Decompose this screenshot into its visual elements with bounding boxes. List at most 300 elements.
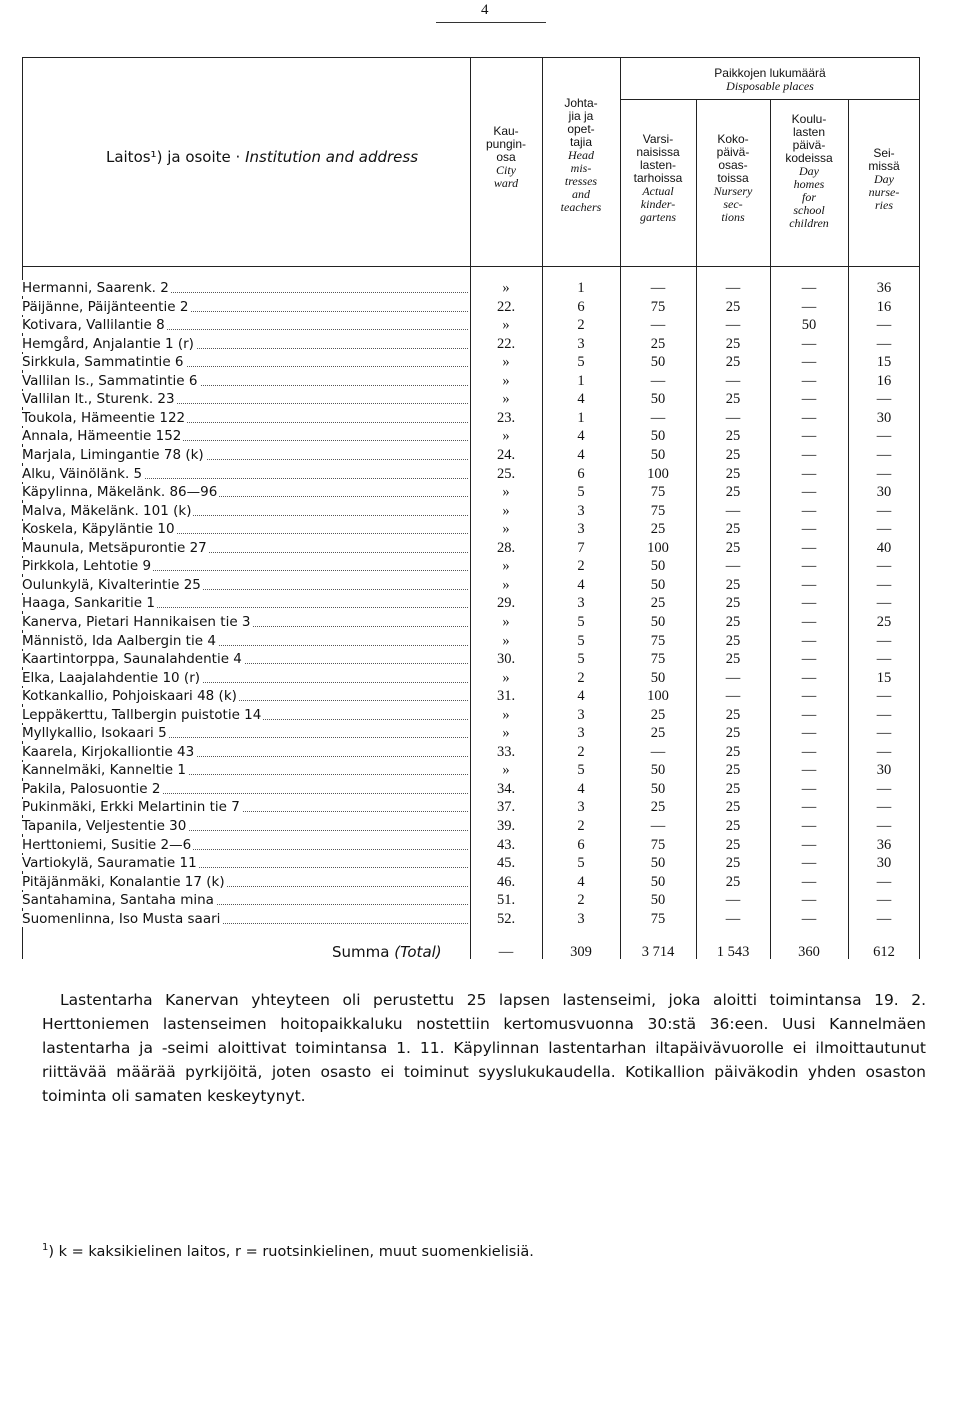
cell-ward: » [502, 484, 510, 501]
table-row [22, 706, 920, 725]
cell-ward: » [502, 280, 510, 296]
institution-name: Suomenlinna, Iso Musta saari [22, 910, 221, 927]
cell-kindergartens: 75 [650, 910, 666, 927]
cell-kindergartens: 50 [650, 855, 666, 872]
cell-institution [22, 854, 462, 873]
total-heads: 309 [570, 944, 592, 960]
table-row [22, 798, 920, 817]
cell-kindergartens: — [650, 372, 666, 389]
cell-ward: 37. [496, 799, 516, 816]
cell-institution [22, 891, 462, 910]
cell-institution [22, 650, 462, 669]
table-row [22, 390, 920, 409]
cell-nursery: 25 [725, 706, 741, 723]
cell-heads: 6 [577, 298, 585, 315]
cell-institution [22, 632, 462, 651]
cell-school: — [801, 780, 817, 797]
cell-creches: — [876, 447, 892, 463]
cell-kindergartens: 100 [647, 539, 669, 556]
cell-school: — [801, 558, 817, 575]
cell-institution [22, 669, 462, 688]
cell-nursery: — [725, 372, 741, 389]
cell-ward: » [502, 354, 510, 371]
cell-institution [22, 298, 462, 317]
cell-ward: 33. [496, 743, 516, 760]
cell-institution [22, 390, 462, 409]
cell-kindergartens: — [650, 743, 666, 760]
cell-ward: 30. [496, 651, 516, 667]
cell-nursery: — [725, 558, 741, 575]
cell-institution [22, 316, 462, 335]
cell-institution [22, 335, 462, 354]
cell-school: — [801, 892, 817, 909]
cell-kindergartens: 100 [647, 465, 669, 482]
cell-heads: 1 [577, 409, 585, 426]
cell-school: — [801, 372, 817, 389]
institution-name: Kotkankallio, Pohjoiskaari 48 (k) [22, 688, 237, 705]
cell-school: — [801, 335, 817, 352]
table-row [22, 817, 920, 836]
cell-heads: 3 [577, 521, 585, 538]
cell-creches: — [876, 743, 892, 760]
table-top-rule [22, 57, 920, 58]
institution-name: Koskela, Käpyläntie 10 [22, 521, 175, 538]
cell-ward: » [502, 632, 510, 649]
cell-nursery: 25 [725, 521, 741, 538]
cell-nursery: — [725, 892, 741, 909]
cell-kindergartens: 25 [650, 706, 666, 723]
cell-institution [22, 613, 462, 632]
cell-creches: — [876, 558, 892, 575]
cell-kindergartens: 50 [650, 892, 666, 909]
cell-creches: 16 [876, 298, 892, 315]
table-row [22, 446, 920, 465]
cell-ward: 46. [496, 873, 516, 890]
cell-ward: 43. [496, 836, 516, 853]
cell-school: — [801, 725, 817, 742]
cell-ward: 24. [496, 447, 516, 463]
cell-nursery: 25 [725, 613, 741, 630]
cell-heads: 4 [577, 688, 585, 705]
cell-institution [22, 483, 462, 502]
institution-name: Vallilan ls., Sammatintie 6 [22, 372, 198, 389]
institution-name: Käpylinna, Mäkelänk. 86—96 [22, 484, 218, 501]
institution-name: Toukola, Hämeentie 122 [22, 409, 186, 426]
total-label: Summa (Total) [332, 943, 442, 961]
page-number: 4 [481, 2, 489, 18]
institution-name: Haaga, Sankaritie 1 [22, 595, 155, 612]
footnote-text: ) k = kaksikielinen laitos, r = ruotsinkielinen, muut suomenkielisiä. [48, 1243, 534, 1260]
cell-heads: 6 [577, 836, 585, 853]
cell-creches: — [876, 632, 892, 649]
cell-kindergartens: — [650, 280, 666, 296]
cell-institution [22, 539, 462, 558]
header-places-group: Paikkojen lukumäärä Disposable places [714, 66, 826, 93]
cell-ward: 39. [496, 818, 516, 834]
table-row [22, 650, 920, 669]
cell-heads: 4 [577, 447, 585, 463]
institution-name: Vallilan lt., Sturenk. 23 [22, 391, 175, 408]
cell-kindergartens: 50 [650, 576, 666, 593]
cell-heads: 7 [577, 539, 585, 556]
institution-name: Sirkkula, Sammatintie 6 [22, 354, 184, 371]
cell-heads: 3 [577, 335, 585, 352]
cell-ward: 23. [496, 409, 516, 426]
cell-nursery: 25 [725, 651, 741, 667]
cell-institution [22, 557, 462, 576]
cell-heads: 4 [577, 391, 585, 408]
institution-name: Pirkkola, Lehtotie 9 [22, 558, 152, 575]
cell-heads: 3 [577, 706, 585, 723]
cell-institution [22, 687, 462, 706]
cell-school: — [801, 595, 817, 612]
cell-creches: 40 [876, 539, 892, 556]
table-row [22, 613, 920, 632]
table-row [22, 316, 920, 335]
cell-creches: 25 [876, 613, 892, 630]
table-row [22, 780, 920, 799]
cell-ward: » [502, 317, 510, 334]
cell-nursery: 25 [725, 818, 741, 834]
cell-nursery: 25 [725, 428, 741, 445]
cell-ward: 29. [496, 595, 516, 612]
cell-nursery: 25 [725, 725, 741, 742]
cell-school: — [801, 799, 817, 816]
cell-school: — [801, 743, 817, 760]
institution-name: Kannelmäki, Kanneltie 1 [22, 762, 186, 779]
cell-creches: — [876, 595, 892, 612]
table-row [22, 669, 920, 688]
cell-institution [22, 372, 462, 391]
institution-name: Herttoniemi, Susitie 2—6 [22, 836, 192, 853]
cell-ward: » [502, 762, 510, 779]
cell-institution [22, 594, 462, 613]
cell-school: — [801, 447, 817, 463]
cell-ward: » [502, 613, 510, 630]
cell-school: — [801, 688, 817, 705]
cell-school: — [801, 855, 817, 872]
cell-kindergartens: 25 [650, 521, 666, 538]
total-school: 360 [798, 944, 820, 960]
cell-school: — [801, 576, 817, 593]
cell-institution [22, 279, 462, 298]
cell-creches: — [876, 651, 892, 667]
cell-heads: 2 [577, 317, 585, 334]
cell-creches: — [876, 335, 892, 352]
cell-creches: — [876, 799, 892, 816]
cell-ward: » [502, 558, 510, 575]
institution-name: Hemgård, Anjalantie 1 (r) [22, 335, 194, 352]
cell-kindergartens: 100 [647, 688, 669, 705]
cell-nursery: 25 [725, 539, 741, 556]
header-school-day-homes: Koulu- lasten päivä- kodeissa Day homes for school children [785, 112, 833, 230]
institution-name: Pitäjänmäki, Konalantie 17 (k) [22, 873, 225, 890]
cell-nursery: 25 [725, 335, 741, 352]
cell-school: — [801, 910, 817, 927]
cell-heads: 1 [577, 280, 585, 296]
cell-school: — [801, 465, 817, 482]
cell-kindergartens: — [650, 818, 666, 834]
cell-creches: 30 [876, 762, 892, 779]
cell-institution [22, 873, 462, 892]
cell-nursery: — [725, 317, 741, 334]
cell-nursery: — [725, 502, 741, 519]
institution-name: Päijänne, Päijänteentie 2 [22, 298, 189, 315]
cell-creches: — [876, 317, 892, 334]
cell-nursery: — [725, 409, 741, 426]
header-institution: Laitos¹) ja osoite · Institution and address [105, 148, 419, 166]
cell-kindergartens: 50 [650, 447, 666, 463]
cell-ward: » [502, 576, 510, 593]
cell-nursery: 25 [725, 298, 741, 315]
table-row [22, 743, 920, 762]
cell-ward: 45. [496, 855, 516, 872]
cell-school: — [801, 428, 817, 445]
cell-ward: » [502, 669, 510, 686]
cell-ward: 52. [496, 910, 516, 927]
cell-creches: — [876, 706, 892, 723]
table-row [22, 632, 920, 651]
header-nursery: Koko- päivä- osas- toissa Nursery sec- tions [713, 132, 753, 224]
cell-nursery: — [725, 280, 741, 296]
cell-ward: » [502, 372, 510, 389]
institution-name: Marjala, Limingantie 78 (k) [22, 447, 204, 463]
cell-school: — [801, 521, 817, 538]
cell-nursery: 25 [725, 743, 741, 760]
cell-creches: 15 [876, 669, 892, 686]
cell-school: — [801, 502, 817, 519]
cell-ward: » [502, 502, 510, 519]
cell-heads: 4 [577, 428, 585, 445]
table-row [22, 465, 920, 484]
cell-creches: — [876, 465, 892, 482]
cell-kindergartens: — [650, 317, 666, 334]
cell-nursery: 25 [725, 465, 741, 482]
institution-name: Kaartintorppa, Saunalahdentie 4 [22, 651, 242, 667]
cell-institution [22, 576, 462, 595]
cell-school: — [801, 632, 817, 649]
cell-school: — [801, 836, 817, 853]
table-row [22, 353, 920, 372]
cell-creches: 30 [876, 855, 892, 872]
table-row [22, 372, 920, 391]
cell-institution [22, 409, 462, 428]
cell-institution [22, 465, 462, 484]
cell-institution [22, 836, 462, 855]
cell-institution [22, 427, 462, 446]
table-row [22, 594, 920, 613]
cell-creches: — [876, 725, 892, 742]
cell-nursery: 25 [725, 576, 741, 593]
table-row [22, 557, 920, 576]
cell-nursery: 25 [725, 391, 741, 408]
cell-heads: 5 [577, 354, 585, 371]
cell-kindergartens: 75 [650, 632, 666, 649]
cell-creches: — [876, 892, 892, 909]
cell-heads: 5 [577, 762, 585, 779]
table-row [22, 910, 920, 929]
total-nursery: 1 543 [716, 944, 750, 960]
cell-ward: 51. [496, 892, 516, 909]
cell-nursery: — [725, 910, 741, 927]
cell-school: — [801, 298, 817, 315]
total-creches: 612 [873, 944, 895, 960]
cell-school: — [801, 354, 817, 371]
cell-heads: 2 [577, 558, 585, 575]
cell-kindergartens: 25 [650, 335, 666, 352]
institution-name: Kotivara, Vallilantie 8 [22, 317, 165, 334]
cell-ward: 28. [496, 539, 516, 556]
institution-name: Kanerva, Pietari Hannikaisen tie 3 [22, 613, 251, 630]
cell-nursery: 25 [725, 780, 741, 797]
institution-name: Annala, Hämeentie 152 [22, 428, 182, 445]
cell-creches: — [876, 521, 892, 538]
cell-kindergartens: 50 [650, 391, 666, 408]
institution-name: Malva, Mäkelänk. 101 (k) [22, 502, 192, 519]
cell-creches: — [876, 780, 892, 797]
cell-creches: — [876, 910, 892, 927]
cell-heads: 5 [577, 484, 585, 501]
cell-kindergartens: 50 [650, 873, 666, 890]
cell-heads: 3 [577, 725, 585, 742]
cell-ward: 34. [496, 780, 516, 797]
cell-school: — [801, 669, 817, 686]
cell-creches: 16 [876, 372, 892, 389]
cell-institution [22, 502, 462, 521]
cell-ward: 25. [496, 465, 516, 482]
cell-creches: — [876, 576, 892, 593]
cell-ward: » [502, 725, 510, 742]
cell-school: — [801, 539, 817, 556]
table-row [22, 687, 920, 706]
table-row [22, 873, 920, 892]
institution-name: Tapanila, Veljestentie 30 [22, 818, 187, 834]
institution-name: Myllykallio, Isokaari 5 [22, 725, 167, 742]
cell-kindergartens: 25 [650, 725, 666, 742]
cell-nursery: 25 [725, 855, 741, 872]
cell-heads: 4 [577, 780, 585, 797]
institution-name: Santahamina, Santaha mina [22, 892, 214, 909]
cell-nursery: 25 [725, 873, 741, 890]
table-row [22, 520, 920, 539]
cell-ward: 22. [496, 335, 516, 352]
table-row [22, 854, 920, 873]
total-ward: — [498, 944, 514, 960]
table-row [22, 335, 920, 354]
institution-name: Oulunkylä, Kivalterintie 25 [22, 576, 201, 593]
table-row [22, 539, 920, 558]
cell-heads: 5 [577, 632, 585, 649]
cell-heads: 4 [577, 576, 585, 593]
cell-school: 50 [801, 317, 817, 334]
cell-creches: — [876, 502, 892, 519]
header-kindergartens: Varsi- naisissa lasten- tarhoissa Actual kinder- gartens [633, 132, 683, 224]
notes-paragraph: Lastentarha Kanervan yhteyteen oli perustettu 25 lapsen lastenseimi, joka aloitti toimintansa 19. 2. Herttoniemen lastenseimen hoitopaikkaluku nostettiin kertomusvuonna 30:stä 36:een. Uusi Kannelmäen lastentarha ja -seimi aloittivat toimintansa 1. 11. Käpylinnan lastentarhan iltapäivävuorolle ei ilmoittautunut riittävää määrää pyrkijöitä, joten osasto ei toiminut syyslukukaudella. Kotikallion päiväkodin yhden osaston toiminta oli samaten keskeytynyt. [42, 991, 926, 1105]
cell-institution [22, 724, 462, 743]
cell-ward: 31. [496, 688, 516, 705]
cell-heads: 6 [577, 465, 585, 482]
cell-kindergartens: 50 [650, 669, 666, 686]
cell-ward: 22. [496, 298, 516, 315]
cell-heads: 5 [577, 613, 585, 630]
table-row [22, 298, 920, 317]
cell-kindergartens: 50 [650, 762, 666, 779]
cell-institution [22, 798, 462, 817]
cell-heads: 2 [577, 818, 585, 834]
cell-creches: 36 [876, 836, 892, 853]
cell-school: — [801, 280, 817, 296]
cell-kindergartens: 75 [650, 836, 666, 853]
notes [42, 988, 926, 1108]
cell-heads: 1 [577, 372, 585, 389]
cell-kindergartens: 75 [650, 651, 666, 667]
cell-nursery: 25 [725, 799, 741, 816]
cell-ward: » [502, 706, 510, 723]
cell-ward: » [502, 391, 510, 408]
cell-heads: 3 [577, 502, 585, 519]
cell-school: — [801, 409, 817, 426]
table-row [22, 724, 920, 743]
cell-kindergartens: 50 [650, 558, 666, 575]
cell-school: — [801, 484, 817, 501]
cell-heads: 2 [577, 892, 585, 909]
cell-institution [22, 761, 462, 780]
cell-kindergartens: 50 [650, 780, 666, 797]
cell-heads: 2 [577, 669, 585, 686]
cell-school: — [801, 391, 817, 408]
header-ward: Kau- pungin- osa City ward [485, 124, 527, 190]
cell-ward: » [502, 521, 510, 538]
table-row [22, 761, 920, 780]
cell-heads: 3 [577, 910, 585, 927]
institution-name: Elka, Laajalahdentie 10 (r) [22, 669, 201, 686]
cell-institution [22, 817, 462, 836]
cell-kindergartens: 75 [650, 502, 666, 519]
cell-heads: 3 [577, 799, 585, 816]
cell-heads: 5 [577, 855, 585, 872]
cell-kindergartens: 25 [650, 799, 666, 816]
cell-institution [22, 706, 462, 725]
cell-heads: 2 [577, 743, 585, 760]
page-number-rule [436, 22, 546, 23]
cell-institution [22, 780, 462, 799]
cell-kindergartens: 75 [650, 298, 666, 315]
cell-school: — [801, 873, 817, 890]
table-row [22, 576, 920, 595]
institution-name: Leppäkerttu, Tallbergin puistotie 14 [22, 706, 262, 723]
cell-school: — [801, 706, 817, 723]
cell-kindergartens: 50 [650, 613, 666, 630]
total-row [22, 943, 920, 962]
cell-institution [22, 910, 462, 929]
table-row [22, 836, 920, 855]
cell-nursery: — [725, 688, 741, 705]
cell-nursery: 25 [725, 632, 741, 649]
table-row [22, 409, 920, 428]
table-row [22, 279, 920, 298]
cell-creches: 30 [876, 409, 892, 426]
cell-creches: 36 [876, 280, 892, 296]
institution-name: Alku, Väinölänk. 5 [22, 465, 143, 482]
cell-institution [22, 520, 462, 539]
cell-school: — [801, 651, 817, 667]
footnote-marker: 1 [42, 1242, 49, 1253]
institution-name: Pukinmäki, Erkki Melartinin tie 7 [22, 799, 240, 816]
cell-kindergartens: 25 [650, 595, 666, 612]
institution-name: Maunula, Metsäpurontie 27 [22, 539, 207, 556]
cell-institution [22, 446, 462, 465]
cell-creches: 30 [876, 484, 892, 501]
